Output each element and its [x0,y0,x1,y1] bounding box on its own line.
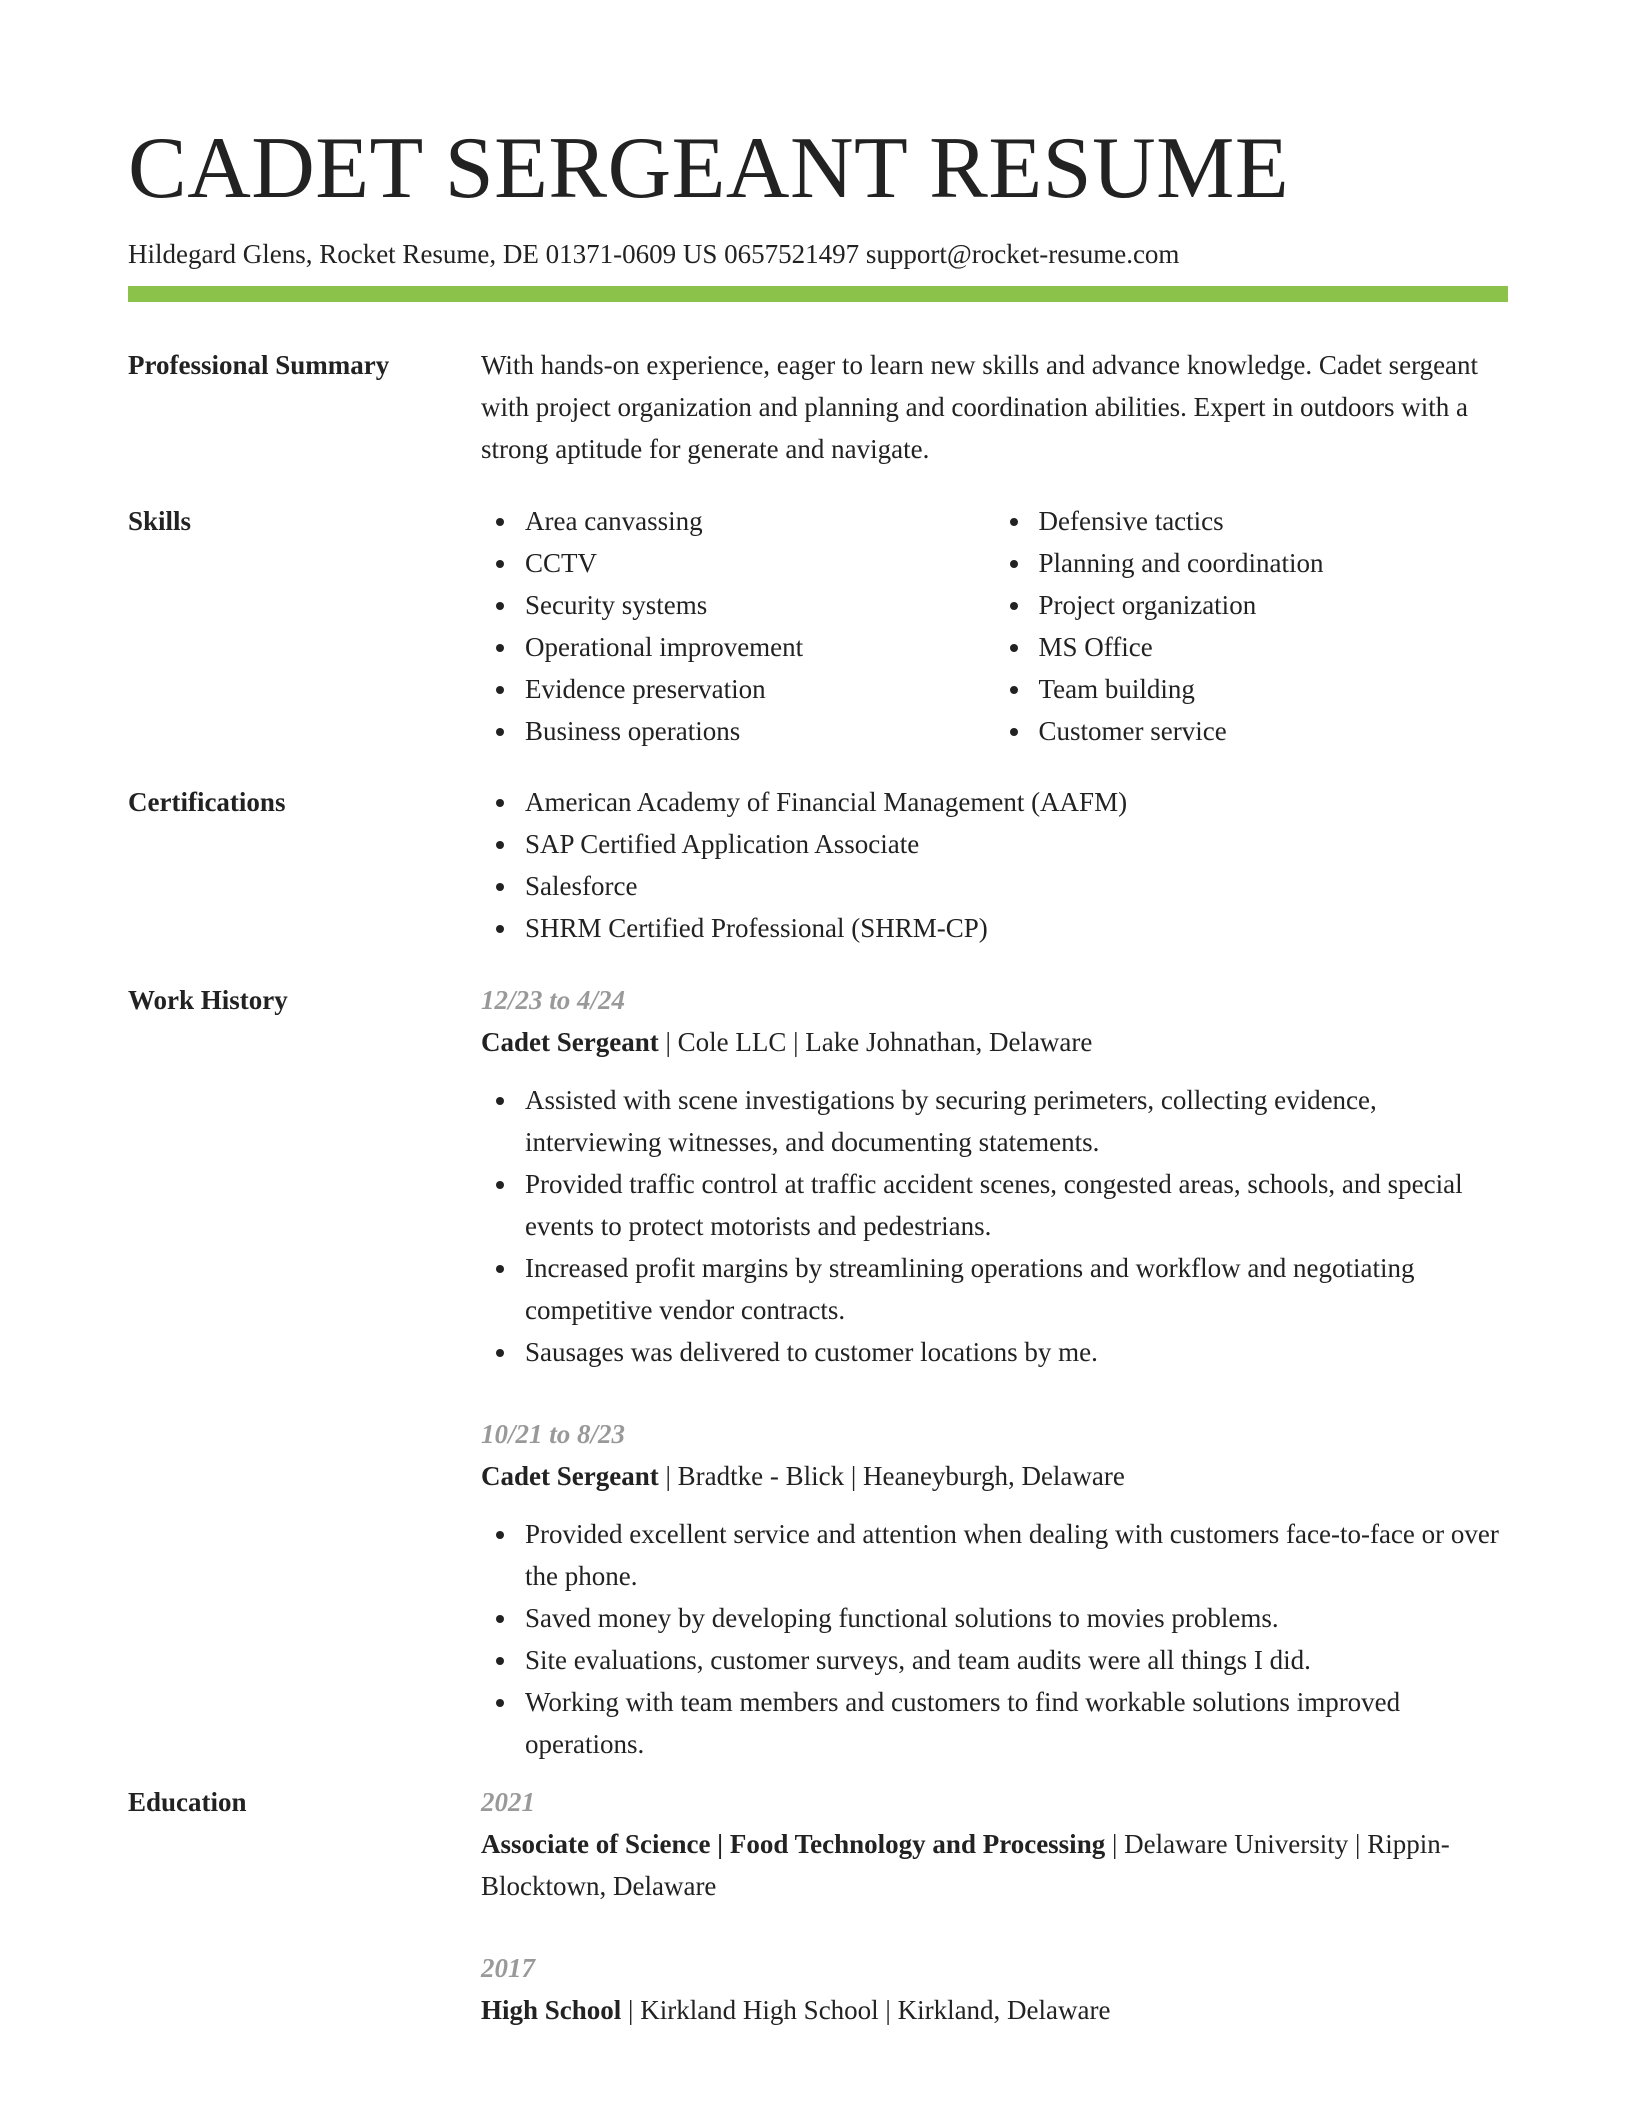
skill-item: Evidence preservation [525,668,995,710]
education-year: 2021 [481,1787,535,1817]
skill-item: MS Office [1039,626,1509,668]
certifications-list [481,781,1508,949]
jobs-container [481,979,1508,1765]
job-dates: 12/23 to 4/24 [481,985,626,1015]
job-dates: 10/21 to 8/23 [481,1419,626,1449]
education-degree: Associate of Science | Food Technology and Processing [481,1829,1106,1859]
education-entry [481,1781,1508,1907]
education-school-location: | Kirkland High School | Kirkland, Delaware [621,1995,1111,2025]
job-bullet: Site evaluations, customer surveys, and team audits were all things I did. [525,1639,1508,1681]
education-degree: High School [481,1995,622,2025]
education-container [481,1781,1508,2031]
job-bullet-list [481,1513,1508,1765]
education-entry [481,1947,1508,2031]
job-company-location: | Bradtke - Blick | Heaneyburgh, Delaware [658,1461,1125,1491]
skill-item: Business operations [525,710,995,752]
skill-item: Area canvassing [525,500,995,542]
skill-item: CCTV [525,542,995,584]
skills-grid [481,500,1508,752]
summary-label: Professional Summary [128,350,390,380]
skill-item: Operational improvement [525,626,995,668]
resume-header [128,115,1508,272]
education-line [481,1823,1508,1907]
education-year: 2017 [481,1953,535,1983]
skill-item: Customer service [1039,710,1509,752]
accent-divider [128,286,1508,302]
job-title: Cadet Sergeant [481,1027,659,1057]
certification-item: Salesforce [525,865,1508,907]
job-bullet: Provided excellent service and attention when dealing with customers face-to-face or over the phone. [525,1513,1508,1597]
job-company-location: | Cole LLC | Lake Johnathan, Delaware [658,1027,1093,1057]
skills-list-left [481,500,995,752]
job-entry [481,979,1508,1373]
job-title: Cadet Sergeant [481,1461,659,1491]
skill-item: Security systems [525,584,995,626]
skill-item: Defensive tactics [1039,500,1509,542]
job-bullet: Sausages was delivered to customer locations by me. [525,1331,1508,1373]
job-bullet: Saved money by developing functional solutions to movies problems. [525,1597,1508,1639]
skill-item: Team building [1039,668,1509,710]
job-role-line [481,1021,1508,1063]
education-line [481,1989,1508,2031]
skills-list-right [995,500,1509,752]
resume-title: CADET SERGEANT RESUME [128,120,1290,217]
skill-item: Project organization [1039,584,1509,626]
summary-text: With hands-on experience, eager to learn new skills and advance knowledge. Cadet sergeant with project organization and planning and coordination abilities. Expert in outdoors with a strong aptitude for generate and navigate. [481,350,1479,464]
skills-label: Skills [128,506,192,536]
certifications-label: Certifications [128,787,286,817]
job-entry [481,1413,1508,1765]
education-school-location: | Delaware University | Rippin-Blocktown, Delaware [481,1829,1450,1901]
work-history-label: Work History [128,985,288,1015]
certification-item: SAP Certified Application Associate [525,823,1508,865]
job-bullet: Working with team members and customers to find workable solutions improved operations. [525,1681,1508,1765]
certification-item: American Academy of Financial Management (AAFM) [525,781,1508,823]
job-bullet-list [481,1079,1508,1373]
contact-line: Hildegard Glens, Rocket Resume, DE 01371-0609 US 0657521497 support@rocket-resume.com [128,239,1180,269]
job-bullet: Increased profit margins by streamlining operations and workflow and negotiating competitive vendor contracts. [525,1247,1508,1331]
education-label: Education [128,1787,247,1817]
job-role-line [481,1455,1508,1497]
certification-item: SHRM Certified Professional (SHRM-CP) [525,907,1508,949]
job-bullet: Provided traffic control at traffic accident scenes, congested areas, schools, and special events to protect motorists and pedestrians. [525,1163,1508,1247]
job-bullet: Assisted with scene investigations by securing perimeters, collecting evidence, interviewing witnesses, and documenting statements. [525,1079,1508,1163]
skill-item: Planning and coordination [1039,542,1509,584]
